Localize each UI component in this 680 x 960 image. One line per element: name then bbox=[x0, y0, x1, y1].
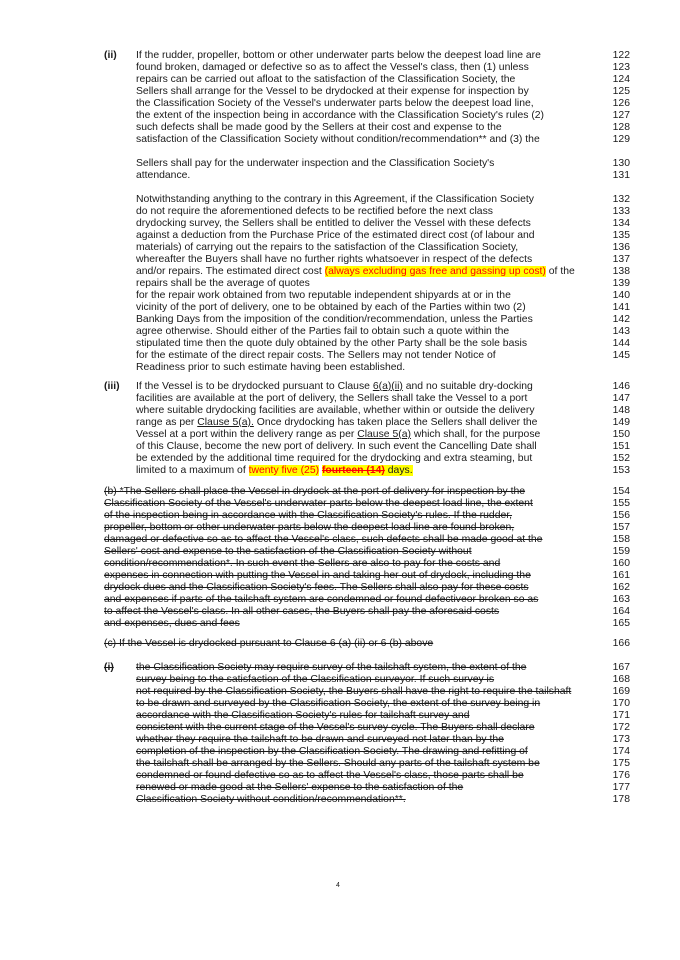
line-number: 131 bbox=[612, 170, 630, 181]
line-number: 124 bbox=[612, 74, 630, 85]
line-number: 138 bbox=[612, 266, 630, 277]
highlighted-insertion: twenty five (25) bbox=[248, 465, 320, 476]
text-line: Sellers shall arrange for the Vessel to be drydocked at their expense for inspection by bbox=[136, 86, 529, 97]
text-span: Once drydocking has taken place the Sellers shall deliver the bbox=[253, 417, 538, 428]
text-line: the extent of the inspection being in accordance with the Classification Society's rules (2) bbox=[136, 110, 545, 121]
line-number: 129 bbox=[612, 134, 630, 145]
line-number: 172 bbox=[612, 722, 630, 733]
text-line: for the repair work obtained from two reputable independent shipyards at or in the bbox=[136, 290, 511, 301]
line-number: 171 bbox=[612, 710, 630, 721]
clause-label-i: (i) bbox=[104, 662, 114, 673]
struck-text-line: expenses in connection with putting the Vessel in and taking her out of drydock, including the bbox=[104, 570, 531, 581]
line-number: 143 bbox=[612, 326, 630, 337]
struck-text-line: damaged or defective so as to affect the Vessel's class, such defects shall be made good at the bbox=[104, 534, 543, 545]
line-number: 165 bbox=[612, 618, 630, 629]
line-number: 144 bbox=[612, 338, 630, 349]
clause-reference: Clause 5(a). bbox=[197, 417, 254, 428]
clause-label-ii: (ii) bbox=[104, 50, 117, 61]
struck-text-line: to affect the Vessel's class. In all other cases, the Buyers shall pay the aforesaid costs bbox=[104, 606, 500, 617]
text-line: to be drawn and surveyed by the Classification Society, the extent of the survey being in bbox=[136, 698, 541, 709]
line-number: 146 bbox=[612, 381, 630, 392]
struck-text-line: of the inspection being in accordance with the Classification Society's rules. If the rudder, bbox=[104, 510, 513, 521]
struck-text-line: propeller, bottom or other underwater parts below the deepest load line are found broken, bbox=[104, 522, 515, 533]
line-number: 132 bbox=[612, 194, 630, 205]
text-line: agree otherwise. Should either of the Parties fail to obtain such a quote within the bbox=[136, 326, 510, 337]
line-number: 162 bbox=[612, 582, 630, 593]
line-number: 169 bbox=[612, 686, 630, 697]
struck-text-line: (c) If the Vessel is drydocked pursuant to Clause 6 (a) (ii) or 6 (b) above bbox=[104, 638, 434, 649]
text-line: attendance. bbox=[136, 170, 191, 181]
clause-reference: Clause 5(a) bbox=[357, 429, 411, 440]
line-number: 156 bbox=[612, 510, 630, 521]
page-number: 4 bbox=[336, 882, 340, 889]
text-line: Notwithstanding anything to the contrary in this Agreement, if the Classification Society bbox=[136, 194, 534, 205]
line-number: 137 bbox=[612, 254, 630, 265]
line-number: 147 bbox=[612, 393, 630, 404]
text-span: range as per bbox=[136, 417, 198, 428]
line-number: 160 bbox=[612, 558, 630, 569]
line-number: 174 bbox=[612, 746, 630, 757]
struck-deletion: fourteen (14) bbox=[321, 465, 385, 476]
line-number: 139 bbox=[612, 278, 630, 289]
text-line: whereafter the Buyers shall have no further rights whatsoever in respect of the defects bbox=[136, 254, 533, 265]
text-line: Banking Days from the imposition of the condition/recommendation, unless the Parties bbox=[136, 314, 533, 325]
line-number: 125 bbox=[612, 86, 630, 97]
line-number: 128 bbox=[612, 122, 630, 133]
text-line: whether they require the tailshaft to be drawn and surveyed not later than by the bbox=[136, 734, 504, 745]
line-number: 142 bbox=[612, 314, 630, 325]
line-number: 168 bbox=[612, 674, 630, 685]
text-line bbox=[136, 266, 575, 278]
line-number: 123 bbox=[612, 62, 630, 73]
line-number: 158 bbox=[612, 534, 630, 545]
highlighted-text: days. bbox=[384, 465, 413, 476]
text-span: of the bbox=[545, 266, 575, 277]
line-number: 163 bbox=[612, 594, 630, 605]
text-line: found broken, damaged or defective so as to affect the Vessel's class, then (1) unless bbox=[136, 62, 529, 73]
text-span: Vessel at a port within the delivery range as per bbox=[136, 429, 358, 440]
line-number: 135 bbox=[612, 230, 630, 241]
struck-text-line: Sellers' cost and expense to the satisfaction of the Classification Society without bbox=[104, 546, 472, 557]
struck-text-line: drydock dues and the Classification Society's fees. The Sellers shall also pay for these costs bbox=[104, 582, 529, 593]
text-line: repairs shall be the average of quotes bbox=[136, 278, 310, 289]
text-line: renewed or made good at the Sellers' expense to the satisfaction of the bbox=[136, 782, 464, 793]
text-line: consistent with the current stage of the Vessel's survey cycle. The Buyers shall declare bbox=[136, 722, 535, 733]
text-line: where suitable drydocking facilities are available, whether within or outside the delivery bbox=[136, 405, 535, 416]
text-line: the Classification Society may require survey of the tailshaft system, the extent of the bbox=[136, 662, 527, 673]
text-line: condemned or found defective so as to affect the Vessel's class, those parts shall be bbox=[136, 770, 524, 781]
text-line: for the estimate of the direct repair costs. The Sellers may not tender Notice of bbox=[136, 350, 496, 361]
line-number: 151 bbox=[612, 441, 630, 452]
struck-text-line: Classification Society of the Vessel's underwater parts below the deepest load line, the extent bbox=[104, 498, 533, 509]
text-line: Classification Society without condition/recommendation**. bbox=[136, 794, 406, 805]
clause-reference: 6(a)(ii) bbox=[372, 381, 403, 392]
line-number: 166 bbox=[612, 638, 630, 649]
line-number: 130 bbox=[612, 158, 630, 169]
line-number: 161 bbox=[612, 570, 630, 581]
line-number: 154 bbox=[612, 486, 630, 497]
line-number: 126 bbox=[612, 98, 630, 109]
text-line bbox=[136, 417, 537, 429]
text-line: accordance with the Classification Society's rules for tailshaft survey and bbox=[136, 710, 470, 721]
line-number: 153 bbox=[612, 465, 630, 476]
line-number: 149 bbox=[612, 417, 630, 428]
text-line: facilities are available at the port of delivery, the Sellers shall take the Vessel to a port bbox=[136, 393, 528, 404]
line-number: 159 bbox=[612, 546, 630, 557]
text-span: which shall, for the purpose bbox=[410, 429, 541, 440]
text-line: repairs can be carried out afloat to the satisfaction of the Classification Society, the bbox=[136, 74, 516, 85]
line-number: 141 bbox=[612, 302, 630, 313]
text-line bbox=[136, 429, 540, 441]
text-line: the tailshaft shall be arranged by the Sellers. Should any parts of the tailshaft system be bbox=[136, 758, 540, 769]
text-line: do not require the aforementioned defects to be rectified before the next class bbox=[136, 206, 493, 217]
text-line: materials) of carrying out the repairs to the satisfaction of the Classification Society, bbox=[136, 242, 519, 253]
text-line: the Classification Society of the Vessel's underwater parts below the deepest load line, bbox=[136, 98, 534, 109]
struck-text-line: and expenses, dues and fees bbox=[104, 618, 240, 629]
text-span: limited to a maximum of bbox=[136, 465, 249, 476]
line-number: 167 bbox=[612, 662, 630, 673]
line-number: 133 bbox=[612, 206, 630, 217]
line-number: 148 bbox=[612, 405, 630, 416]
text-line: Sellers shall pay for the underwater inspection and the Classification Society's bbox=[136, 158, 495, 169]
text-line: completion of the inspection by the Classification Society. The drawing and refitting of bbox=[136, 746, 528, 757]
line-number: 127 bbox=[612, 110, 630, 121]
struck-text-line: and expenses if parts of the tailshaft system are condemned or found defectiveor broken so as bbox=[104, 594, 539, 605]
line-number: 136 bbox=[612, 242, 630, 253]
line-number: 164 bbox=[612, 606, 630, 617]
text-line: Readiness prior to such estimate having been established. bbox=[136, 362, 406, 373]
clause-label-iii: (iii) bbox=[104, 381, 120, 392]
text-line: of this Clause, become the new port of delivery. In such event the Cancelling Date shall bbox=[136, 441, 537, 452]
text-line bbox=[136, 381, 533, 393]
line-number: 175 bbox=[612, 758, 630, 769]
line-number: 140 bbox=[612, 290, 630, 301]
line-number: 150 bbox=[612, 429, 630, 440]
text-span: and no suitable dry-docking bbox=[402, 381, 533, 392]
highlighted-insertion: (always excluding gas free and gassing up cost) bbox=[324, 266, 546, 277]
text-span: If the Vessel is to be drydocked pursuant to Clause bbox=[136, 381, 373, 392]
line-number: 145 bbox=[612, 350, 630, 361]
line-number: 122 bbox=[612, 50, 630, 61]
struck-text-line: condition/recommendation*. In such event the Sellers are also to pay for the costs and bbox=[104, 558, 501, 569]
text-line: If the rudder, propeller, bottom or other underwater parts below the deepest load line are bbox=[136, 50, 541, 61]
text-line: not required by the Classification Society, the Buyers shall have the right to require the tailshaft bbox=[136, 686, 572, 697]
text-line: against a deduction from the Purchase Price of the estimated direct cost (of labour and bbox=[136, 230, 535, 241]
line-number: 178 bbox=[612, 794, 630, 805]
line-number: 155 bbox=[612, 498, 630, 509]
text-line bbox=[136, 465, 413, 477]
line-number: 134 bbox=[612, 218, 630, 229]
text-line: survey being to the satisfaction of the Classification surveyor. If such survey is bbox=[136, 674, 495, 685]
text-line: drydocking survey, the Sellers shall be entitled to deliver the Vessel with these defects bbox=[136, 218, 531, 229]
text-line: stipulated time then the quote duly obtained by the other Party shall be the sole basis bbox=[136, 338, 528, 349]
line-number: 173 bbox=[612, 734, 630, 745]
line-number: 170 bbox=[612, 698, 630, 709]
text-line: vicinity of the port of delivery, one to be obtained by each of the Parties within two (2) bbox=[136, 302, 526, 313]
line-number: 152 bbox=[612, 453, 630, 464]
text-line: such defects shall be made good by the Sellers at their cost and expense to the bbox=[136, 122, 502, 133]
line-number: 177 bbox=[612, 782, 630, 793]
text-line: be extended by the additional time required for the drydocking and extra steaming, but bbox=[136, 453, 533, 464]
text-span: and/or repairs. The estimated direct cost bbox=[136, 266, 325, 277]
text-line: satisfaction of the Classification Society without condition/recommendation** and (3) the bbox=[136, 134, 540, 145]
struck-text-line: (b) *The Sellers shall place the Vessel in drydock at the port of delivery for inspection by the bbox=[104, 486, 526, 497]
line-number: 157 bbox=[612, 522, 630, 533]
line-number: 176 bbox=[612, 770, 630, 781]
